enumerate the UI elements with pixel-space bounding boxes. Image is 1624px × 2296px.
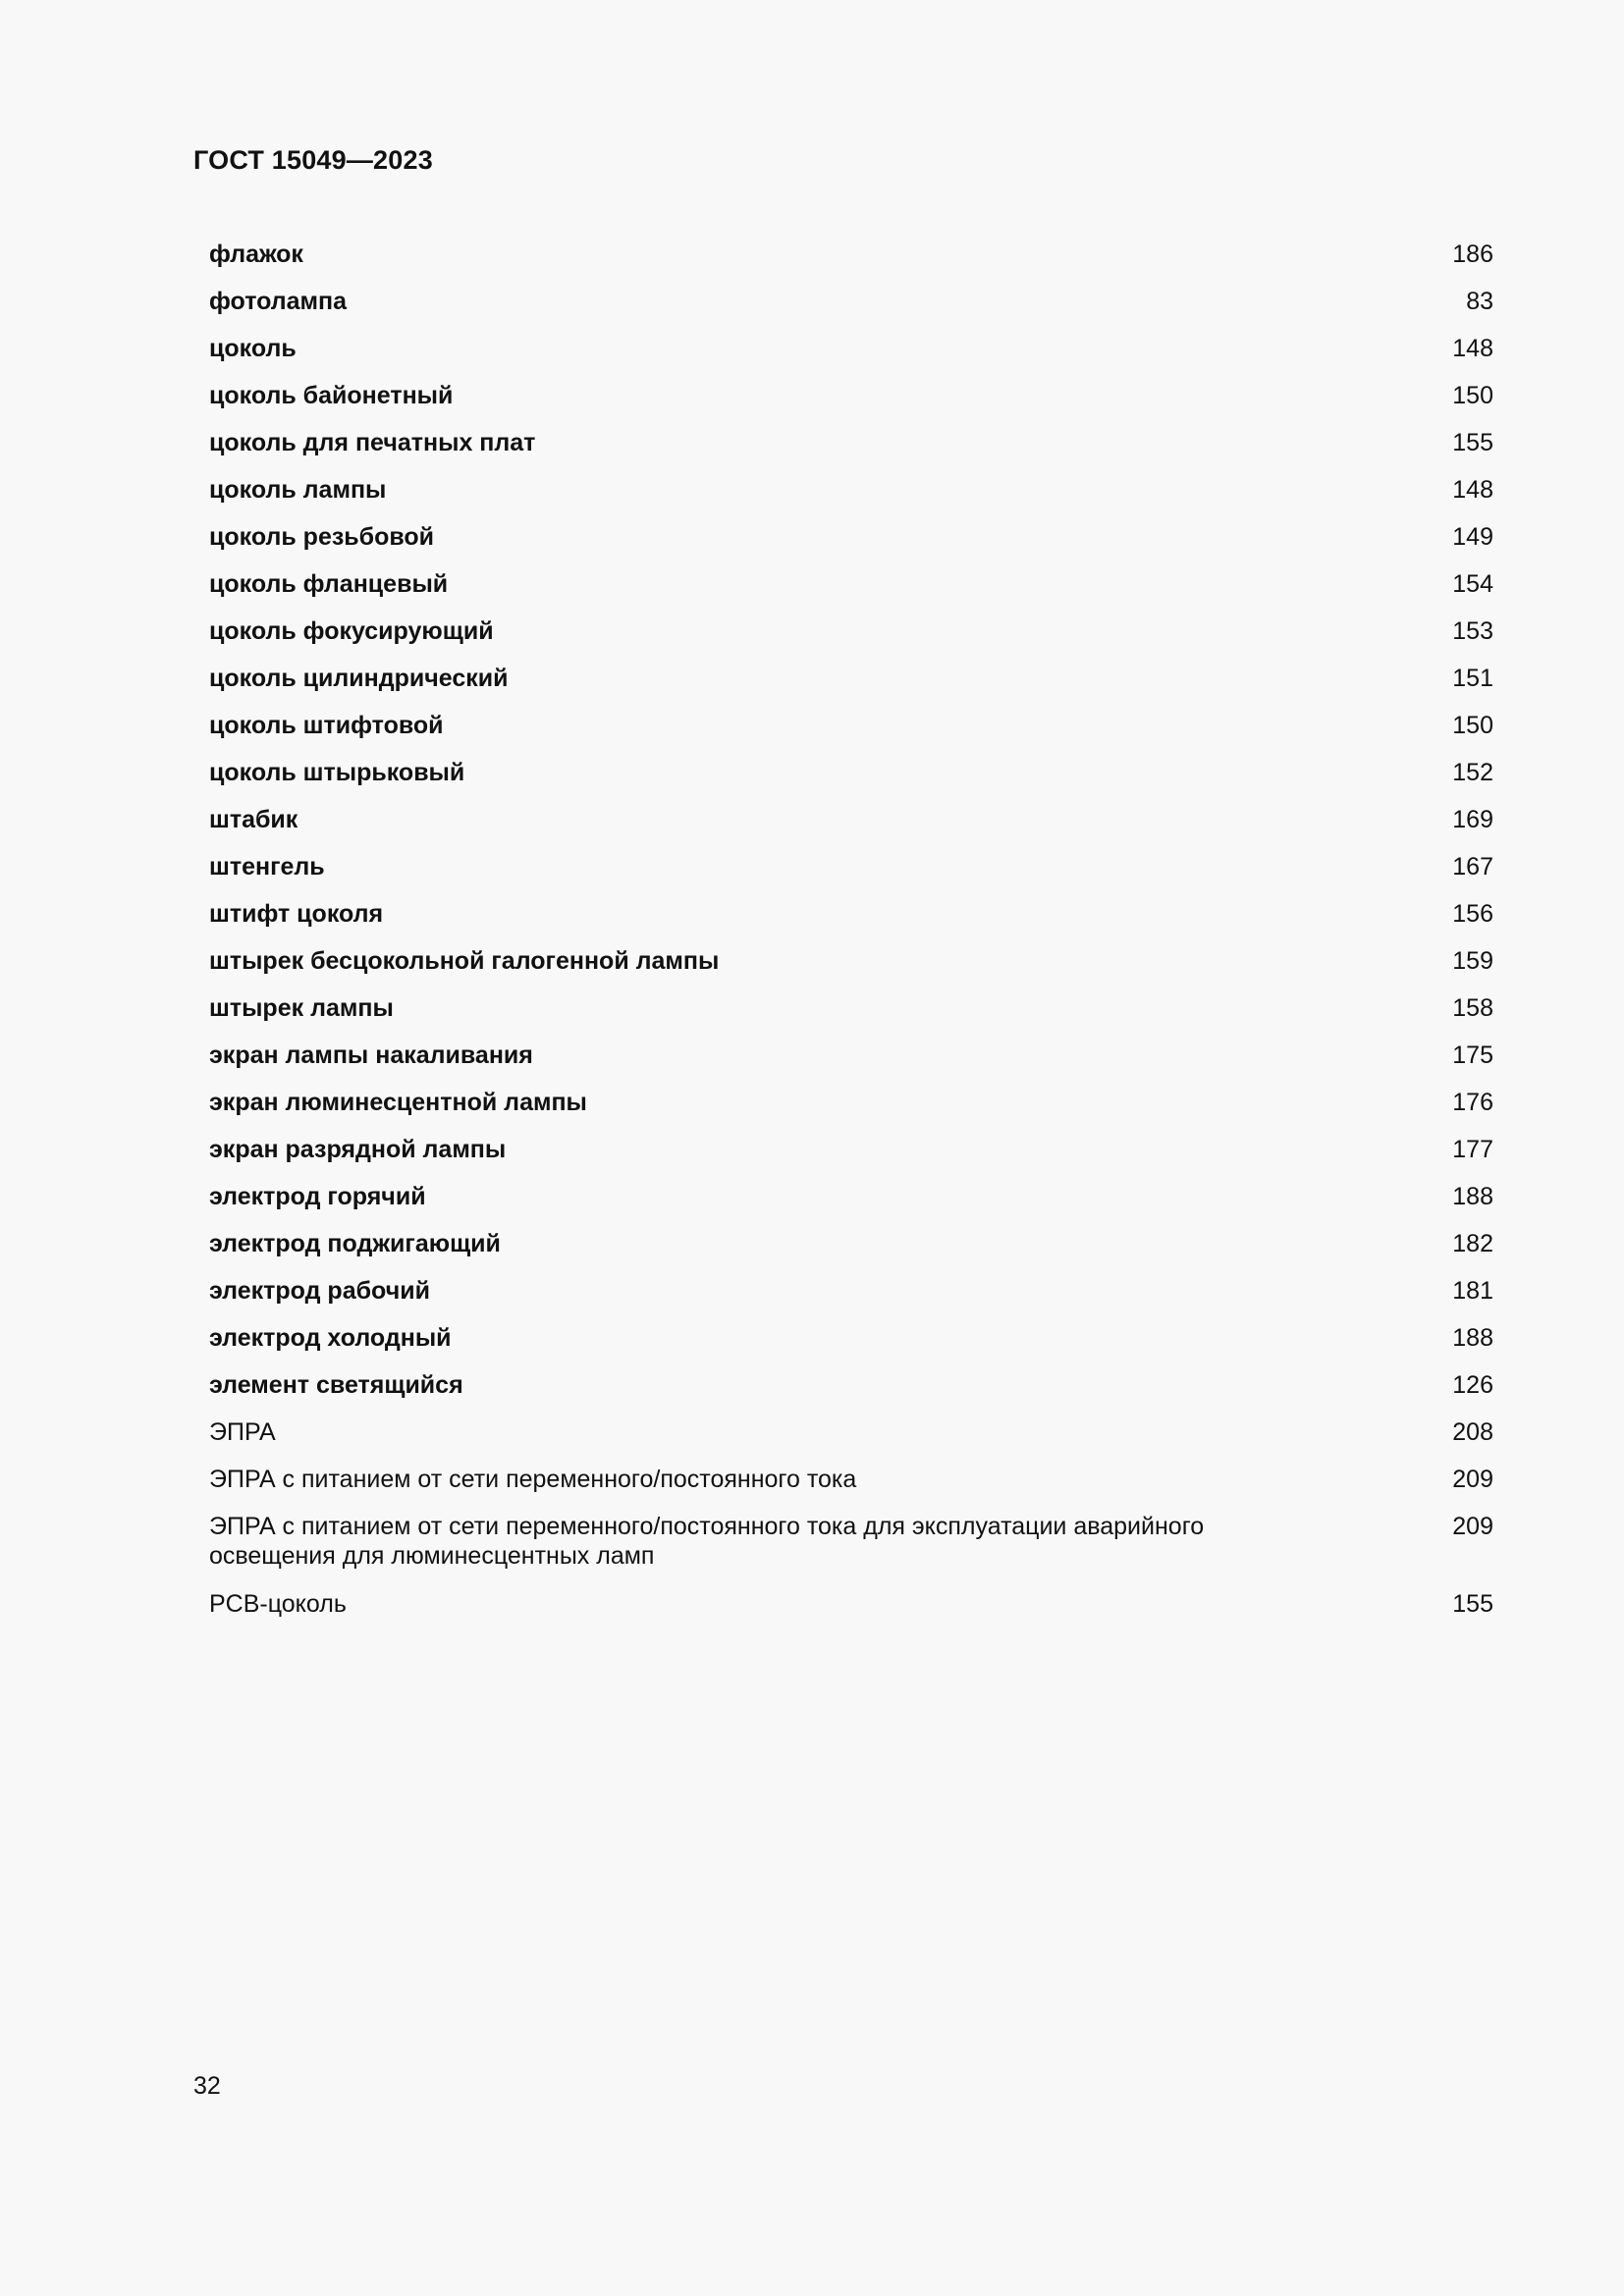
index-page-ref: 148	[1452, 476, 1493, 504]
index-term: электрод горячий	[209, 1183, 426, 1210]
index-term: элемент светящийся	[209, 1371, 463, 1399]
index-term: штырек бесцокольной галогенной лампы	[209, 947, 720, 975]
index-page-ref: 150	[1452, 382, 1493, 409]
index-entry	[209, 1088, 1493, 1135]
index-term: экран люминесцентной лампы	[209, 1089, 587, 1116]
index-entry	[209, 1417, 1493, 1465]
index-entry	[209, 993, 1493, 1041]
index-page-ref: 209	[1452, 1466, 1493, 1493]
index-page-ref: 175	[1452, 1041, 1493, 1069]
index-term: ЭПРА	[209, 1418, 276, 1446]
index-page-ref: 188	[1452, 1324, 1493, 1352]
index-term: штенгель	[209, 853, 325, 881]
index-entry	[209, 522, 1493, 569]
index-page-ref: 154	[1452, 570, 1493, 598]
index-entry	[209, 1135, 1493, 1182]
index-term: экран разрядной лампы	[209, 1136, 507, 1163]
index-entry	[209, 1323, 1493, 1370]
index-term: штифт цоколя	[209, 900, 384, 928]
index-page-ref: 150	[1452, 712, 1493, 739]
index-page-ref: 177	[1452, 1136, 1493, 1163]
index-entry	[209, 334, 1493, 381]
index-term: цоколь байонетный	[209, 382, 454, 409]
index-entry	[209, 1276, 1493, 1323]
index-term: штырек лампы	[209, 994, 394, 1022]
index-page-ref: 188	[1452, 1183, 1493, 1210]
index-page-ref: 155	[1452, 1590, 1493, 1618]
index-entry	[209, 616, 1493, 664]
page-number: 32	[193, 2072, 221, 2100]
index-page-ref: 156	[1452, 900, 1493, 928]
index-entry	[209, 946, 1493, 993]
index-page-ref: 149	[1452, 523, 1493, 551]
index-entry	[209, 1512, 1493, 1589]
index-entry	[209, 569, 1493, 616]
index-page-ref: 167	[1452, 853, 1493, 881]
index-page-ref: 152	[1452, 759, 1493, 786]
index-page-ref: 209	[1452, 1513, 1493, 1540]
index-page-ref: 83	[1466, 288, 1493, 315]
index-term: цоколь штырьковый	[209, 759, 465, 786]
index-term: фотолампа	[209, 288, 348, 315]
index-entry	[209, 852, 1493, 899]
index-page-ref: 208	[1452, 1418, 1493, 1446]
document-header: ГОСТ 15049—2023	[193, 145, 433, 175]
index-term: цоколь	[209, 335, 297, 362]
index-entry	[209, 1041, 1493, 1088]
index-term: PCB-цоколь	[209, 1590, 347, 1618]
index-entry	[209, 428, 1493, 475]
index-page-ref: 155	[1452, 429, 1493, 456]
index-entry	[209, 240, 1493, 287]
index-term: электрод рабочий	[209, 1277, 430, 1305]
index-entry	[209, 711, 1493, 758]
index-entry	[209, 664, 1493, 711]
index-term: ЭПРА с питанием от сети переменного/постоянного тока	[209, 1466, 857, 1493]
index-entry	[209, 899, 1493, 946]
index-page-ref: 151	[1452, 665, 1493, 692]
index-entry	[209, 1182, 1493, 1229]
index-term: цоколь штифтовой	[209, 712, 444, 739]
index-term: цоколь фланцевый	[209, 570, 449, 598]
index-term: электрод поджигающий	[209, 1230, 501, 1257]
index-entry	[209, 475, 1493, 522]
index-entry	[209, 1589, 1493, 1636]
index-term: цоколь цилиндрический	[209, 665, 509, 692]
index-page-ref: 181	[1452, 1277, 1493, 1305]
index-page-ref: 158	[1452, 994, 1493, 1022]
index-page-ref: 148	[1452, 335, 1493, 362]
index-entry	[209, 287, 1493, 334]
index-page-ref: 159	[1452, 947, 1493, 975]
index-page-ref: 182	[1452, 1230, 1493, 1257]
index-entry	[209, 1229, 1493, 1276]
index-term: цоколь лампы	[209, 476, 387, 504]
index-term: штабик	[209, 806, 298, 833]
index-entry	[209, 1465, 1493, 1512]
index-term: электрод холодный	[209, 1324, 452, 1352]
index-entry	[209, 1370, 1493, 1417]
index-page-ref: 169	[1452, 806, 1493, 833]
index-entry	[209, 758, 1493, 805]
index-page-ref: 176	[1452, 1089, 1493, 1116]
index-term: цоколь резьбовой	[209, 523, 435, 551]
index-page-ref: 126	[1452, 1371, 1493, 1399]
index-page-ref: 186	[1452, 240, 1493, 268]
index-page-ref: 153	[1452, 617, 1493, 645]
index-term: экран лампы накаливания	[209, 1041, 533, 1069]
index-term: цоколь для печатных плат	[209, 429, 536, 456]
index-entry	[209, 805, 1493, 852]
index-term: цоколь фокусирующий	[209, 617, 494, 645]
index-entry	[209, 381, 1493, 428]
index-term: ЭПРА с питанием от сети переменного/постоянного тока для эксплуатации аварийного освещения для люминесцентных ламп	[209, 1513, 1205, 1570]
index-list	[209, 240, 1493, 1636]
index-term: флажок	[209, 240, 303, 268]
